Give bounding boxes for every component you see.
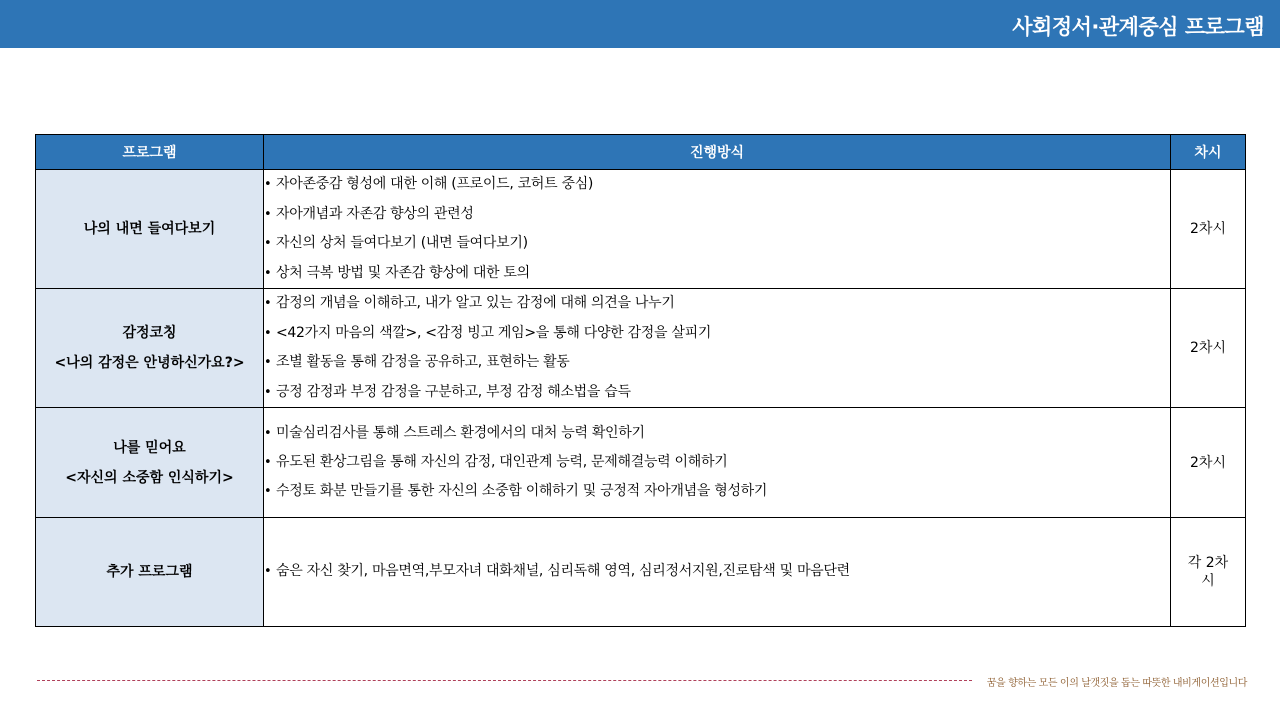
session-count-line: 각 2차 xyxy=(1187,555,1229,571)
method-list xyxy=(264,557,1170,587)
method-item xyxy=(264,289,1170,319)
method-item xyxy=(264,419,1170,448)
footer-tagline: 꿈을 향하는 모든 이의 날갯짓을 돕는 따뜻한 내비게이션입니다 xyxy=(986,678,1247,689)
method-cell xyxy=(264,518,1171,627)
method-text: 숨은 자신 찾기, 마음면역,부모자녀 대화채널, 심리독해 영역, 심리정서지원,진로탐색 및 마음단련 xyxy=(276,563,850,580)
method-item xyxy=(264,170,1170,200)
bullet-icon: • xyxy=(264,236,272,251)
method-list xyxy=(264,170,1170,288)
bullet-icon: • xyxy=(264,355,272,370)
method-cell xyxy=(264,170,1171,289)
method-list xyxy=(264,289,1170,407)
program-name-cell xyxy=(36,170,264,289)
method-cell xyxy=(264,408,1171,518)
session-count-cell xyxy=(1171,518,1246,627)
bullet-icon: • xyxy=(264,296,272,311)
column-header-method: 진행방식 xyxy=(264,135,1171,170)
session-count-cell xyxy=(1171,408,1246,518)
method-list xyxy=(264,419,1170,506)
method-item xyxy=(264,229,1170,259)
bullet-icon: • xyxy=(264,206,272,222)
column-header-sessions: 차시 xyxy=(1171,135,1246,170)
program-name-cell xyxy=(36,518,264,627)
method-text: 유도된 환상그림을 통해 자신의 감정, 대인관계 능력, 문제해결능력 이해하기 xyxy=(276,454,728,470)
bullet-icon: • xyxy=(264,265,272,281)
method-text: 조별 활동을 통해 감정을 공유하고, 표현하는 활동 xyxy=(276,354,570,370)
program-name: 나의 내면 들여다보기 xyxy=(83,221,216,237)
header-bar xyxy=(0,0,1280,48)
method-text: <42가지 마음의 색깔>, <감정 빙고 게임>을 통해 다양한 감정을 살피기 xyxy=(276,324,712,341)
method-text: 자아개념과 자존감 향상의 관련성 xyxy=(276,205,474,222)
table-header-row xyxy=(36,135,1246,170)
method-text: 감정의 개념을 이해하고, 내가 알고 있는 감정에 대해 의견을 나누기 xyxy=(276,295,675,311)
method-text: 자아존중감 형성에 대한 이해 (프로이드, 코허트 중심) xyxy=(276,176,594,192)
method-item xyxy=(264,200,1170,230)
method-item xyxy=(264,557,1170,587)
session-count: 2차시 xyxy=(1190,454,1226,471)
method-text: 미술심리검사를 통해 스트레스 환경에서의 대처 능력 확인하기 xyxy=(276,425,645,441)
method-item xyxy=(264,378,1170,408)
method-text: 수정토 화분 만들기를 통한 자신의 소중함 이해하기 및 긍정적 자아개념을 형성하기 xyxy=(276,483,768,499)
method-item xyxy=(264,319,1170,349)
program-name: 감정코칭 xyxy=(122,325,177,341)
table-row xyxy=(36,408,1246,518)
program-subtitle: <나의 감정은 안녕하신가요?> xyxy=(54,355,245,371)
program-table xyxy=(35,134,1246,627)
session-count-cell xyxy=(1171,170,1246,289)
bullet-icon: • xyxy=(264,564,272,580)
bullet-icon: • xyxy=(264,384,272,400)
program-name: 추가 프로그램 xyxy=(106,564,193,580)
bullet-icon: • xyxy=(264,455,272,470)
program-name-cell xyxy=(36,289,264,408)
column-header-program: 프로그램 xyxy=(36,135,264,170)
footer-divider xyxy=(37,680,972,681)
method-item xyxy=(264,348,1170,378)
bullet-icon: • xyxy=(264,177,272,192)
method-item xyxy=(264,448,1170,477)
method-text: 긍정 감정과 부정 감정을 구분하고, 부정 감정 해소법을 습득 xyxy=(276,383,631,400)
program-subtitle: <자신의 소중함 인식하기> xyxy=(65,469,234,486)
page-title: 사회정서·관계중심 프로그램 xyxy=(1012,15,1264,39)
method-item xyxy=(264,477,1170,506)
table-row xyxy=(36,518,1246,627)
bullet-icon: • xyxy=(264,484,272,499)
session-count: 2차시 xyxy=(1190,221,1226,237)
method-item xyxy=(264,259,1170,289)
session-count-cell xyxy=(1171,289,1246,408)
method-text: 자신의 상처 들여다보기 (내면 들여다보기) xyxy=(276,235,528,251)
program-name-cell xyxy=(36,408,264,518)
bullet-icon: • xyxy=(264,426,272,441)
program-name: 나를 믿어요 xyxy=(113,439,186,456)
session-count: 2차시 xyxy=(1190,340,1226,356)
session-count-line: 시 xyxy=(1201,573,1215,589)
method-cell xyxy=(264,289,1171,408)
table-row xyxy=(36,289,1246,408)
method-text: 상처 극복 방법 및 자존감 향상에 대한 토의 xyxy=(276,264,530,281)
table-row xyxy=(36,170,1246,289)
bullet-icon: • xyxy=(264,325,272,341)
